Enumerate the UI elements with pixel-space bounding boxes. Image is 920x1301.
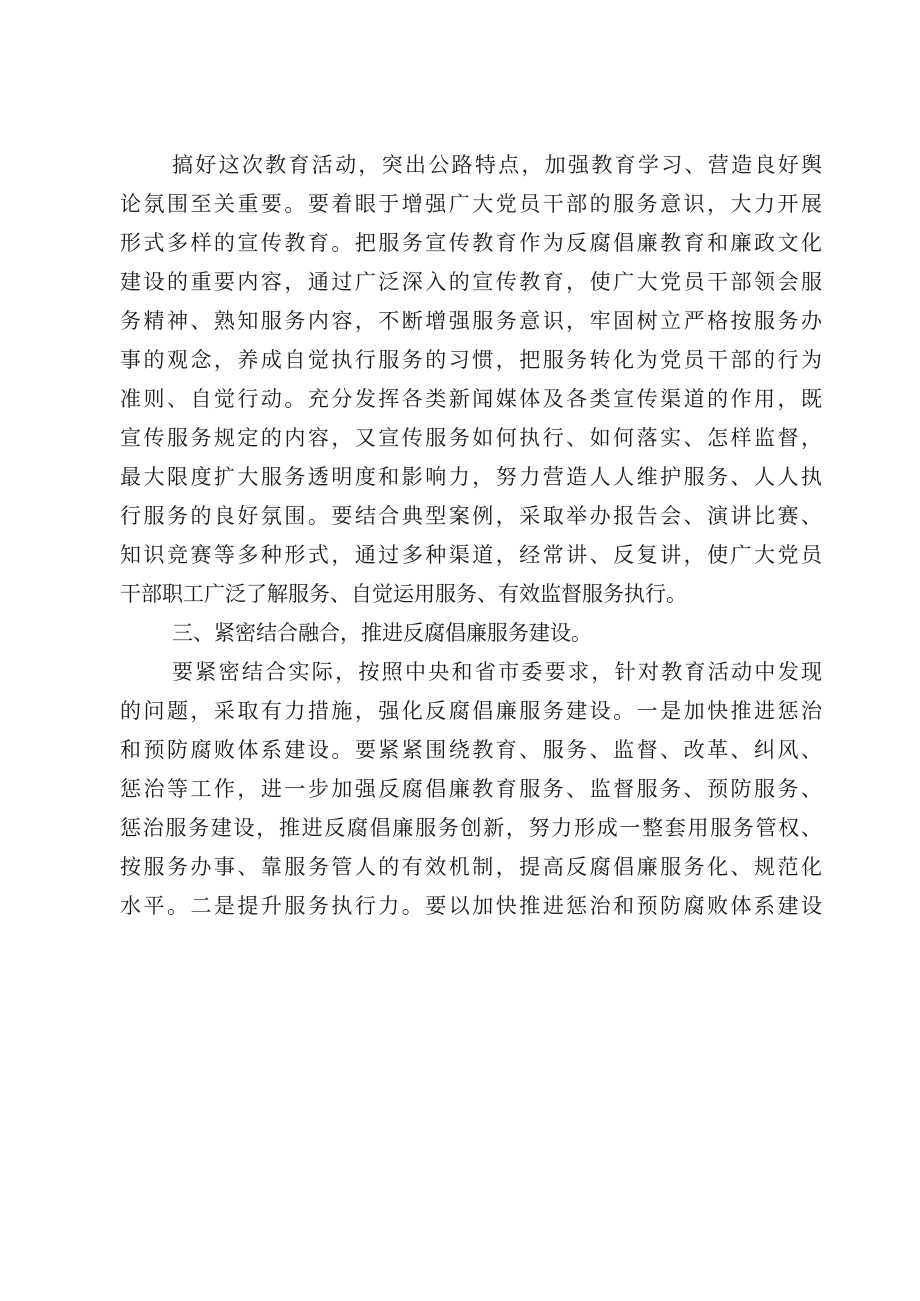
text-line: 水平。二是提升服务执行力。要以加快推进惩治和预防腐败体系建设 — [120, 894, 822, 918]
text-line: 务精神、熟知服务内容，不断增强服务意识，牢固树立严格按服务办 — [120, 309, 822, 333]
text-line: 形式多样的宣传教育。把服务宣传教育作为反腐倡廉教育和廉政文化 — [120, 231, 822, 255]
text-line: 准则、自觉行动。充分发挥各类新闻媒体及各类宣传渠道的作用，既 — [120, 387, 822, 411]
text-line: 宣传服务规定的内容，又宣传服务如何执行、如何落实、怎样监督， — [120, 426, 822, 450]
text-line: 的问题，采取有力措施，强化反腐倡廉服务建设。一是加快推进惩治 — [120, 699, 822, 723]
paragraph-2 — [120, 653, 822, 926]
text-line: 要紧密结合实际，按照中央和省市委要求，针对教育活动中发现 — [172, 660, 822, 684]
document-body — [120, 146, 822, 926]
heading-line: 三、紧密结合融合，推进反腐倡廉服务建设。 — [172, 621, 592, 645]
text-line: 按服务办事、靠服务管人的有效机制，提高反腐倡廉服务化、规范化 — [120, 855, 822, 879]
text-line: 和预防腐败体系建设。要紧紧围绕教育、服务、监督、改革、纠风、 — [120, 738, 822, 762]
section-heading — [120, 614, 822, 653]
text-line: 惩治服务建设，推进反腐倡廉服务创新，努力形成一整套用服务管权、 — [120, 816, 822, 840]
paragraph-1 — [120, 146, 822, 614]
text-line: 行服务的良好氛围。要结合典型案例，采取举办报告会、演讲比赛、 — [120, 504, 822, 528]
text-line: 干部职工广泛了解服务、自觉运用服务、有效监督服务执行。 — [120, 582, 687, 606]
text-line: 建设的重要内容，通过广泛深入的宣传教育，使广大党员干部领会服 — [120, 270, 822, 294]
text-line: 最大限度扩大服务透明度和影响力，努力营造人人维护服务、人人执 — [120, 465, 822, 489]
text-line: 搞好这次教育活动，突出公路特点，加强教育学习、营造良好舆 — [172, 153, 822, 177]
text-line: 惩治等工作，进一步加强反腐倡廉教育服务、监督服务、预防服务、 — [120, 777, 822, 801]
text-line: 论氛围至关重要。要着眼于增强广大党员干部的服务意识，大力开展 — [120, 192, 822, 216]
text-line: 知识竞赛等多种形式，通过多种渠道，经常讲、反复讲，使广大党员 — [120, 543, 822, 567]
text-line: 事的观念，养成自觉执行服务的习惯，把服务转化为党员干部的行为 — [120, 348, 822, 372]
